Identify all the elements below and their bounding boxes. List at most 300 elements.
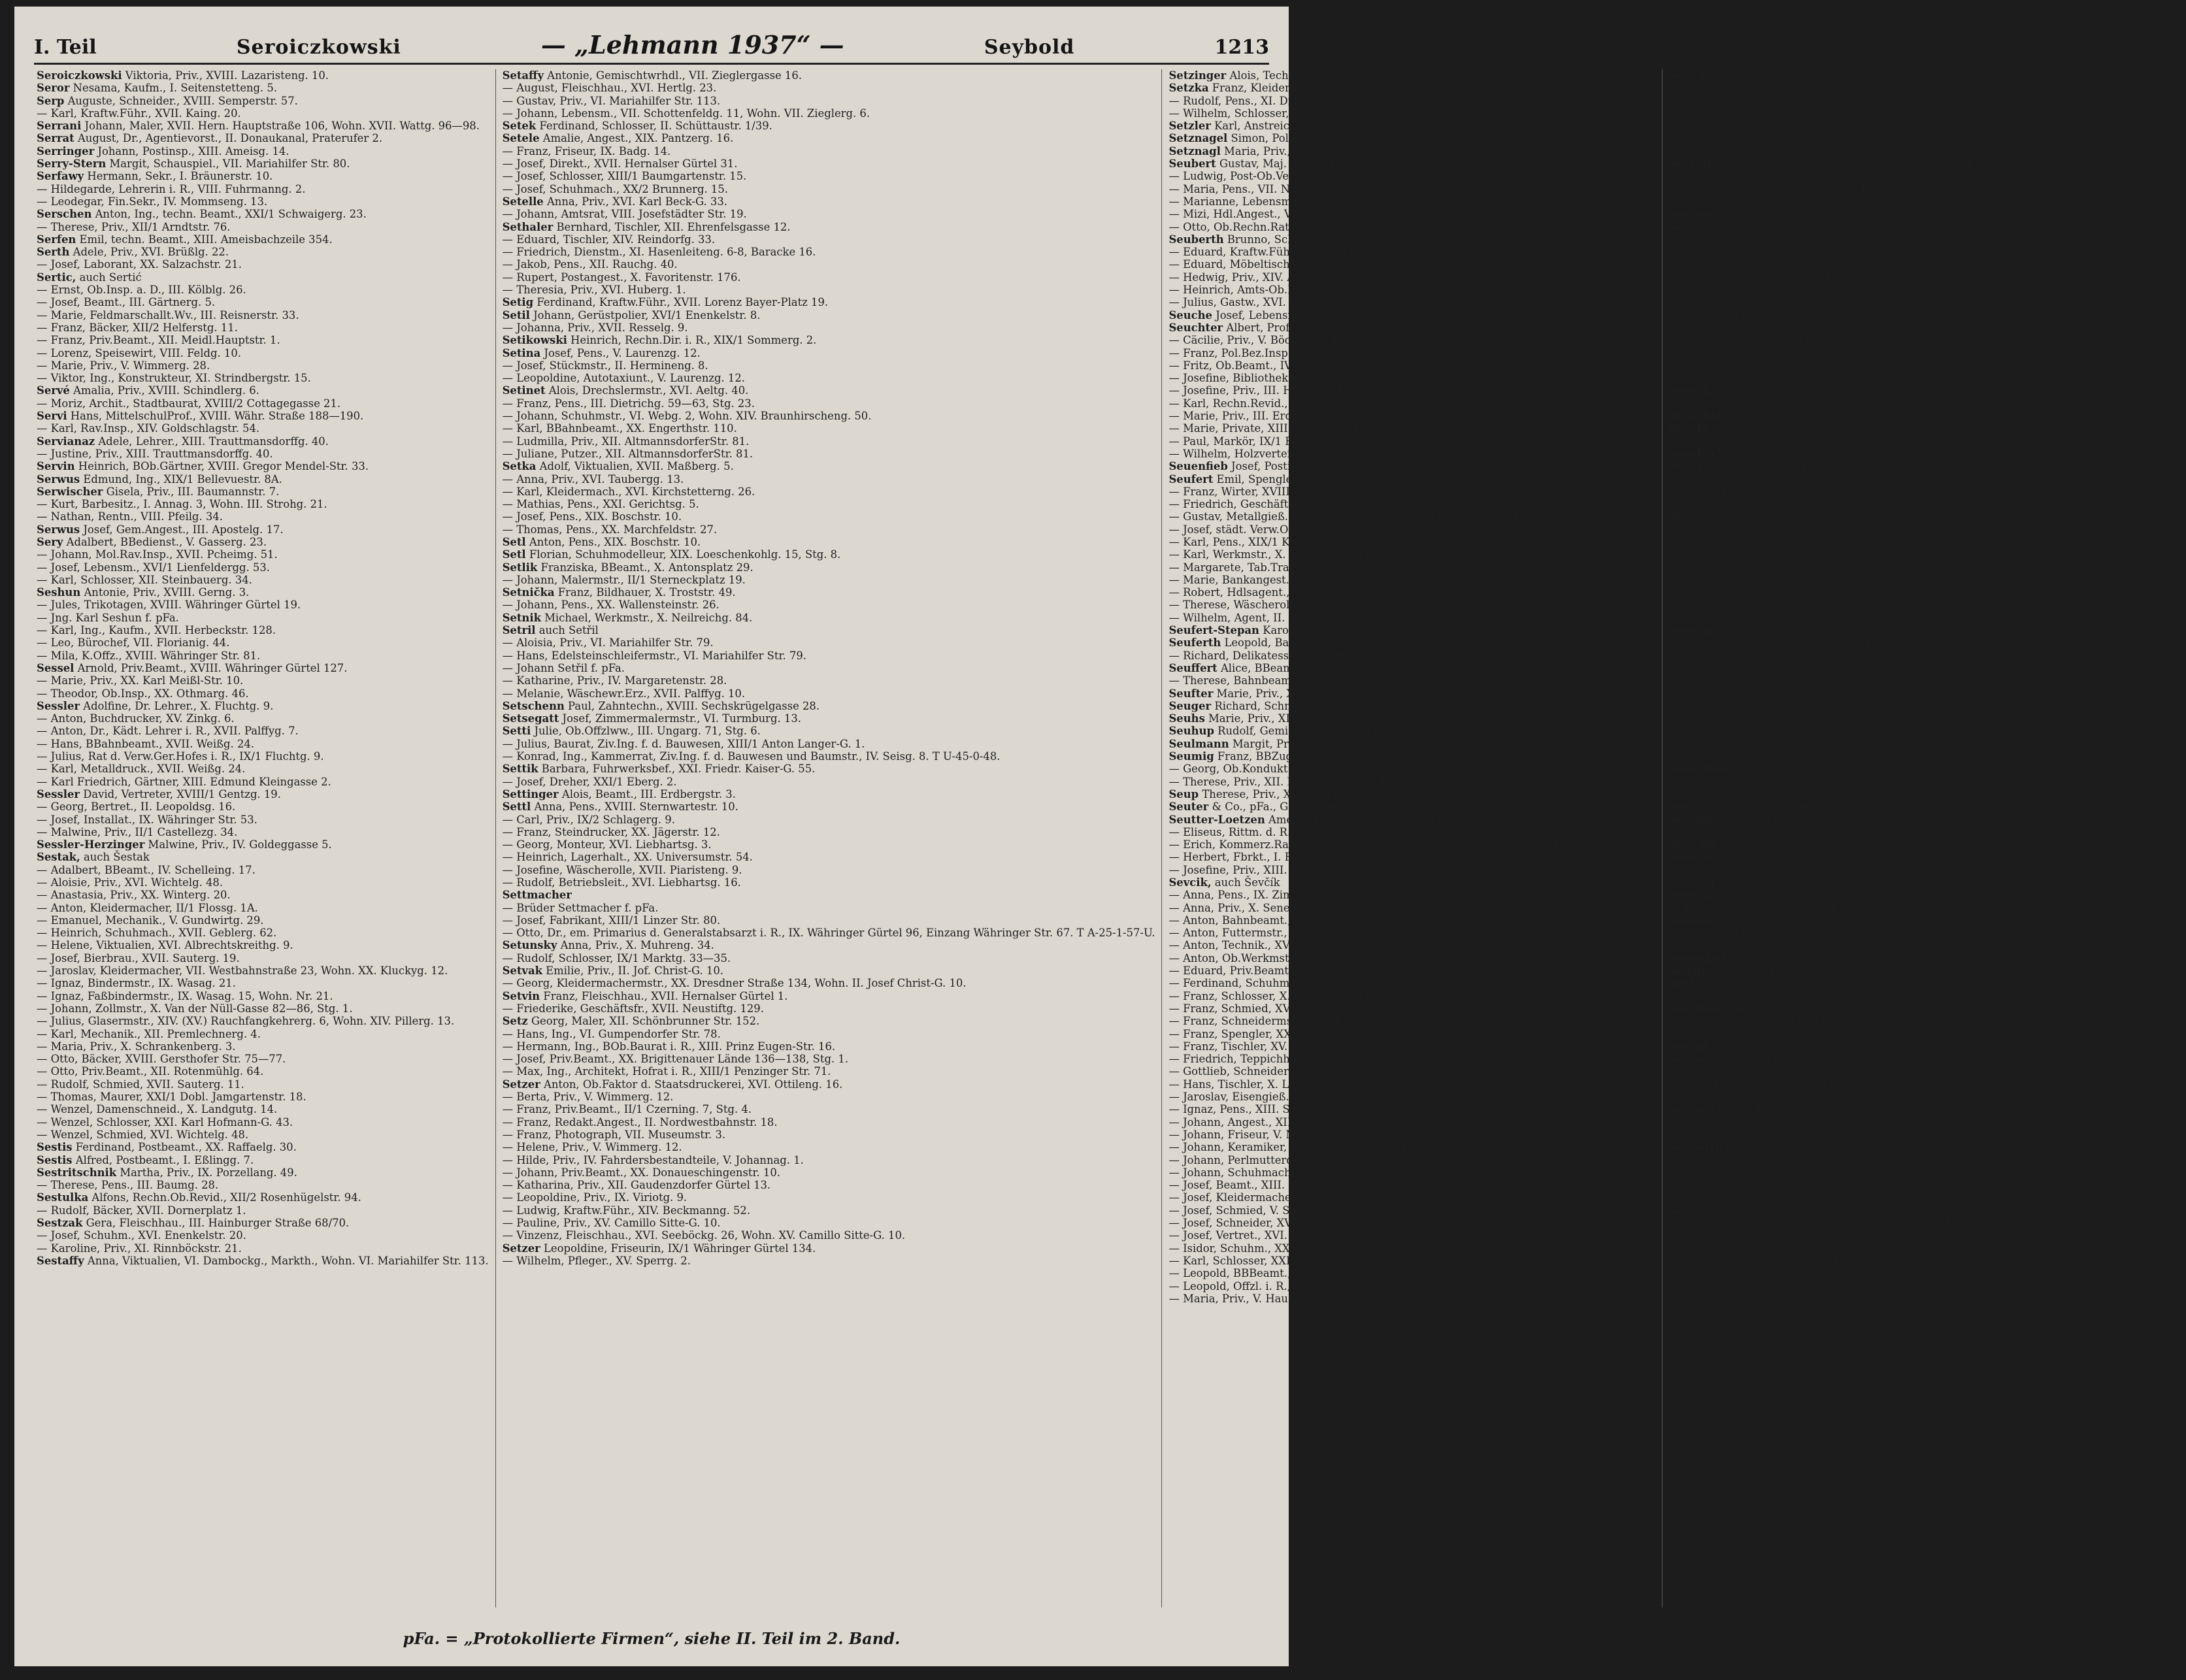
entry-details: — Katharina, Priv., XII. Gaudenzdorfer Gürtel 13. [502,1179,771,1192]
entry-details: — Otto, Bäcker, XVIII. Gersthofer Str. 75—77. [37,1053,286,1066]
directory-entry [1669,120,2179,132]
entry-details: — August, Tapezier., XXI. Stadtrandsiedlg. 43, a. d. Breitenleer Str. [1669,535,2035,548]
entry-details: — Josef, Schneider, XVI. Wichtelg. 69. [1168,1217,1376,1230]
directory-entry [1168,486,1655,498]
directory-entry [37,687,489,700]
entry-details: — Otto, Dr., Chemik., III. Am Heumarkt 17. [1669,1078,1905,1091]
entry-details: — Josef, Schuhmmstr., XIX/1 Silberg. 30. [1669,687,1891,700]
entry-details: — Ludwig, Post-Ob.Verw., XIX/1 Paradisg. 22. [1168,170,1417,183]
entry-surname: Serp [37,94,65,107]
entry-surname: Sethaler [502,220,554,233]
entry-details: — Josefine, Kleidermach., XVIII/1 Weigig. 15. [1669,712,1915,725]
directory-entry [1168,788,1655,800]
directory-entry [1669,548,2179,561]
directory-entry [1669,561,2179,574]
entry-details: — Karl, Kraftw.Führ., XVII. Kaing. 20. [37,107,241,120]
entry-surname: Settinger [502,787,559,800]
directory-entry [503,725,1155,737]
directory-entry [1669,1242,2179,1255]
entry-surname: Seybal [1669,1040,1709,1053]
entry-details: — Egid, städt. Kanzl.Beamt., XXI/1 Jedleseer Str. 11. [1669,1217,1955,1230]
entry-details: — Heinrich, Amts-Ob.Revid., VIII. Lerchenfelder Str. 78—80. [1168,284,1500,297]
directory-entry [1669,498,2179,510]
directory-entry [37,1141,489,1153]
entry-details: Ferdinand, Postbeamt., XX. Raffaelg. 30. [72,1141,297,1154]
directory-entry [1168,1267,1655,1279]
entry-surname: Sevecek, [1669,220,1721,233]
directory-entry [1168,1242,1655,1255]
directory-entry [37,1179,489,1191]
entry-details: — Karl, Pens., XIX/1 Krottenbachstr. 68. [1168,535,1387,548]
entry-details: — Hildegarde, Lehrerin i. R., VIII. Fuhrmanng. 2. [37,182,306,195]
entry-details: — Anna, Priv., XVI. Habelg. 34. [1669,170,1838,183]
directory-entry [503,1179,1155,1191]
directory-entry [503,1191,1155,1204]
entry-surname: Seroiczkowski [37,69,122,82]
directory-entry [1669,1065,2179,1078]
entry-details: — Franz, Schneider, XIV. Illekg. 5. [1669,284,1855,297]
directory-entry [503,208,1155,220]
entry-details: — Heinrich, Lagerhalt., XX. Universumstr. 54. [502,851,753,864]
directory-entry [503,1242,1155,1255]
directory-entry [503,851,1155,863]
entry-details: Arnold, Priv.Beamt., XVIII. Währinger Gürtel 127. [74,661,348,674]
entry-details: — Georg, Kleidermachermstr., XX. Dresdner Straße 134, Wohn. II. Josef Christ-G. 10. [502,977,967,990]
entry-details: — Josef, Schuhmach., XX/2 Brunnerg. 15. [502,182,728,195]
directory-entry [1669,145,2179,157]
directory-entry [1669,612,2179,624]
entry-details: — Anton, Werkmstr., V. Storkg. 7. [1669,523,1851,536]
directory-entry [37,460,489,472]
directory-entry [503,1053,1155,1065]
entry-details: Josef, Lebensm., III. Schlachthausg. 10. [1212,308,1431,321]
entry-surname: Serry-Stern [37,157,107,171]
entry-details: — Franz, Grünwr., XVI. Hasnerstr. 45. [1669,182,1876,195]
page-number: 1213 [1214,36,1269,59]
directory-entry [503,1065,1155,1078]
entry-surname: Sestritschnik [37,1166,117,1179]
directory-entry [1168,246,1655,258]
entry-details: — Franz, Schneidermstr., XIV. Ullmannstr. 24. [1669,561,1919,574]
entry-details: — Julius, Rat d. Verw.Ger.Hofes i. R., IX/1 Fluchtg. 9. [37,750,324,763]
directory-entry [37,763,489,775]
entry-surname: Setschenn [502,699,565,712]
entry-details: — Max, Ing., Architekt, Hofrat i. R., XIII/1 Penzinger Str. 71. [502,1065,831,1078]
entry-details: Heinrich, BOb.Gärtner, XVIII. Gregor Mendel-Str. 33. [75,460,369,473]
directory-entry [1669,636,2179,649]
entry-details: — Wenzel, Damenschneid., X. Landgutg. 14. [37,1103,278,1116]
entry-surname: Settmacher [502,889,572,902]
directory-entry [1168,107,1655,120]
directory-entry [1168,410,1655,422]
directory-entry [37,95,489,107]
entry-details: Franz, Schneidermstr., XIX. Schegargasse 8. [1717,384,1964,397]
directory-entry [1669,372,2179,384]
directory-entry [1669,536,2179,548]
entry-surname: Servianaz [37,435,95,448]
directory-entry [1168,384,1655,397]
entry-details: — Marie, Priv., XX. Karl Meißl-Str. 10. [37,674,244,687]
directory-entry [37,296,489,308]
directory-entry [1669,763,2179,775]
entry-surname: Setnik [502,611,541,624]
directory-entry [37,523,489,536]
entry-surname: Setlik [502,561,538,574]
entry-details: — Josef, Lebensm., XVI/1 Lienfeldergg. 53. [37,561,271,574]
directory-entry [503,1091,1155,1103]
entry-details: Ludwig, Priv.Beamt., X. Rieplstr. 8. [1694,977,1887,990]
directory-entry [37,157,489,170]
entry-details: — Wenzel, Maurer, XVI. Landstr. 12. [1669,611,1867,624]
directory-entry [37,309,489,321]
entry-details: — Otto, Priv.Beamt., XII. Rotenmühlg. 64. [37,1065,264,1078]
entry-details: Marie, Priv., XII. Hetzendorfer Str. 106. [1204,712,1424,725]
directory-entry [37,183,489,195]
entry-details: — Josef, Goldarb., V. Wiedn. Hauptstr. 97. [1669,1115,1896,1128]
directory-entry [1168,1204,1655,1217]
directory-entry [37,397,489,410]
entry-surname: Serwus [37,523,80,536]
entry-details: Johann, Maler, XVII. Hern. Hauptstraße 106, Wohn. XVII. Wattg. 96—98. [81,120,480,133]
directory-entry [1168,435,1655,448]
directory-entry [37,334,489,346]
entry-surname: Severa [1669,510,1710,523]
entry-surname: Setil [502,308,530,321]
directory-entry [1168,132,1655,144]
directory-entry [1669,964,2179,977]
entry-details: — Olga, Beamt., XVII. Pezzlg. 8. [1669,787,1844,800]
entry-surname: Seup [1168,787,1199,800]
directory-entry [37,738,489,750]
directory-entry [37,221,489,233]
entry-details: — Marie, Priv., XVII. Beronikag. 4. [1669,750,1857,763]
entry-surname: Sevečkel [1669,410,1722,423]
entry-details: Edmund, Ing., XIX/1 Bellevuestr. 8A. [80,472,282,486]
entry-details: — Johann, Schuhmstr., VI. Webg. 2, Wohn. XIV. Braunhirscheng. 50. [502,410,872,423]
directory-entry [37,599,489,611]
entry-surname: Seuhup [1168,725,1214,738]
entry-details: — Franz, Schmied, XVII. Hirschstettner Str. 11. [1168,1002,1428,1015]
entry-surname: Setzer [502,1242,540,1255]
directory-entry [1168,674,1655,687]
entry-details: Anna, Viktualien, VI. Dambockg., Markth., Wohn. VI. Mariahilfer Str. 113. [84,1254,489,1267]
directory-entry [37,650,489,662]
entry-details: — Franz, Straßb.Bedienst., III. Dietrichg. 36. [1669,573,1915,586]
directory-entry [37,814,489,826]
directory-entry [37,498,489,510]
directory-entry [1669,1179,2179,1191]
entry-details: — Anton, Technik., XVI. Herbststr. 34. [1168,939,1376,952]
directory-entry [37,674,489,687]
directory-entry [1168,309,1655,321]
directory-entry [503,309,1155,321]
entry-details: — Franz, Wirter, XVIII. Feuersteinweg 10. [1168,485,1398,498]
entry-surname: Seuberth [1168,233,1224,246]
entry-surname: Setele [502,132,540,145]
entry-surname: Setek [502,120,537,133]
directory-entry [37,1204,489,1217]
entry-details: Brunno, Schauspiel., XIV. Arnsteingasse 16A. [1223,233,1473,246]
entry-details: — Therese, Bahnbeamt.Wv., II. Ob. Donaustraße 13. [1168,674,1453,687]
entry-details: — Leopold, Offzl. i. R., X. Buchengg. 9. [1168,1279,1380,1293]
directory-entry [1168,838,1655,851]
entry-details: auch Ševeček [1721,220,1800,233]
directory-entry [37,246,489,258]
entry-surname: Setzler [1168,120,1211,133]
directory-entry [37,952,489,964]
entry-surname: Seyberth [1669,1141,1723,1154]
entry-details: — Heinrich, Schuhmmstr., III. Dietrichg. 36. [1669,586,1910,599]
entry-details: Anton, Pens., XIX. Boschstr. 10. [525,535,701,548]
entry-details: — Hedwig, Priv., XIV. Arnsteing. 16A. [1168,271,1372,284]
entry-details: — Josef, Technik., XXI. Rußbergstr. 70. [1669,699,1880,712]
directory-entry [1669,1217,2179,1229]
directory-entry [37,876,489,889]
entry-details: Alfons, Rechn.Ob.Revid., XII/2 Rosenhügelstr. 94. [88,1191,361,1204]
directory-entry [37,372,489,384]
directory-entry [1168,1040,1655,1053]
entry-details: — August, Fleischhau., XVI. Hertlg. 23. [502,82,717,95]
entry-details: Therese, Priv., XVIII/1 Theresieng. 15. [1199,787,1410,800]
directory-entry [37,1065,489,1078]
entry-details: auch Šestak [80,851,150,864]
entry-details: — Anton, Futtermstr., XI. 5. Landeng. 35. [1168,927,1395,940]
directory-entry [1168,170,1655,182]
directory-entry [503,384,1155,397]
entry-details: Marie, Blumenhdlg., XIV. Sechshauser Straße 1, Wohn. XX. Vorgartenstr. 74. [1708,69,2128,82]
directory-entry [503,700,1155,712]
directory-entry [1168,776,1655,788]
entry-details: Franz, BBZugsführ., XII. Meidl. Hauptstr. 47. [1214,750,1463,763]
entry-details: — Josef, Stückmstr., II. Hermineng. 8. [502,359,708,372]
entry-details: — Friedrich, Teppichhdl., VII. Kaiserstr. 4. [1168,1053,1399,1066]
entry-details: Alfred, Postbeamt., I. Eßlingg. 7. [72,1153,254,1166]
entry-details: — Viktor, Schuhmmstr., XXI/1 Floridsdorfer Hauptstr. 46, Wohn. XXI. Schwemmädergasse 17. [1669,1254,2180,1267]
directory-entry [503,624,1155,636]
directory-entry [1669,725,2179,737]
entry-details: — Hermann, Schuhmach., IX. Wiefeng. 14. [1669,1015,1902,1028]
directory-entry [503,120,1155,132]
entry-details: Michael, Werkmstr., X. Neilreichg. 84. [540,611,753,624]
directory-entry [503,763,1155,775]
entry-details: — Franz, Schneidermstr., XXI/1 Krang. 55. [1168,1015,1401,1028]
entry-surname: Setikowski [502,334,567,347]
entry-details: Anna, Priv., III. Fasang. 39. [1714,624,1866,637]
directory-entry [1669,473,2179,486]
entry-details: — Franz, Photograph, VII. Museumstr. 3. [502,1128,726,1141]
entry-details: — Johann, Zollmstr., X. Van der Nüll-Gasse 82—86, Stg. 1. [37,1002,353,1015]
entry-details: — Johann, Pens., XX. Wallensteinstr. 26. [502,599,720,612]
directory-entry [37,725,489,737]
entry-details: — Franz, Pens., III. Dietrichg. 59—63, Stg. 23. [502,397,755,410]
directory-entry [503,170,1155,182]
directory-entry [1669,939,2179,951]
directory-entry [1168,1065,1655,1078]
directory-entry [1168,927,1655,939]
directory-entry [1168,460,1655,472]
directory-entry [1168,347,1655,359]
entry-details: — Julius, Glasermstr., XIV. (XV.) Rauchfangkehrerg. 6, Wohn. XIV. Pillerg. 13. [37,1015,455,1028]
directory-entry [1168,448,1655,460]
directory-entry [37,990,489,1002]
directory-entry [37,662,489,674]
directory-entry [503,1116,1155,1128]
entry-details: Hans, MittelschulProf., XVIII. Währ. Straße 188—190. [67,410,364,423]
directory-entry [1168,183,1655,195]
directory-entry [37,927,489,939]
entry-details: — Anna, Montiererin, X. Dampfg. 23. [1669,246,1872,259]
entry-details: — Hans, Tischler, X. Leibnizg. 50. [1168,1078,1353,1091]
entry-surname: Settik [502,763,538,776]
entry-details: auch Sertić [76,271,142,284]
entry-surname: Setelle [502,195,544,208]
directory-entry [503,952,1155,964]
entry-details: — Karoline, Priv., XI. Rinnböckstr. 21. [37,1242,242,1255]
directory-entry [37,1116,489,1128]
entry-details: Franz, Kleidermacher, XIV. (XV.) Henriettenplatz 5. [1208,82,1489,95]
entry-surname: Setti [502,725,531,738]
column-2 [496,69,1163,1607]
entry-details: — Friedrich, Geschäftsleiter, XIV. Koffg. 2. [1168,498,1399,511]
directory-entry [1168,1053,1655,1065]
entry-details: — Rosa, Priv., II. Taborstr. 27. [1669,939,1832,952]
entry-details: Rudolf, Gemischtwrhdlg., XIV. Ullmannstr. 63. [1214,725,1468,738]
entry-details: Amélie, Fa.Gesellsch., Freiung 6. [1265,813,1448,826]
entry-surname: Sewelda [1669,851,1719,864]
directory-entry [503,448,1155,460]
entry-details: — Theodor, Ob.Insp., XX. Othmarg. 46. [37,687,249,700]
entry-details: — Vinzenz, Fleischhau., XVI. Seeböckg. 26, Wohn. XV. Camillo Sitte-G. 10. [502,1229,906,1242]
entry-details: — Wilhelm, Pfleger., XV. Sperrg. 2. [502,1254,691,1267]
entry-details: — Franz, Priv.Beamt., II/1 Czerning. 7, Stg. 4. [502,1103,752,1116]
entry-details: Heinrich, Oberteilherricht., XI. Döblerhoffstr. 20. [1712,914,1983,927]
directory-entry [1669,359,2179,372]
entry-details: — Eduard, Möbeltischler, XIV. Grimmg. 39. [1168,258,1403,271]
entry-details: — Marie, Priv., V. Wimmerg. 28. [37,359,210,372]
entry-surname: Sertic, [37,271,76,284]
directory-entry [1669,384,2179,397]
directory-entry [37,473,489,486]
entry-details: — Karl, Drechsler, XII/1 Steinhageg. 3. [1669,1128,1881,1141]
entry-details: — Anna, Priv., XVI. Taubergg. 13. [502,472,684,486]
directory-entry [1168,1217,1655,1229]
entry-details: — Pauline, Priv., XV. Camillo Sitte-G. 10. [502,1217,721,1230]
entry-details: Jakob, Kleidermachermstr., II/1 Volkertplatz 5. [1715,447,1972,460]
directory-entry [503,800,1155,813]
entry-details: — Helene, Viktualien, XVI. Albrechtskreithg. 9. [37,939,293,952]
entry-details: Margit, Schauspiel., VII. Mariahilfer Str. 80. [106,157,350,171]
entry-surname: Setina [502,346,541,359]
entry-details: Maria, Priv., XIV. Sturzg. 16. [1220,144,1379,157]
entry-surname: Sestaffy [37,1254,84,1267]
directory-entry [1168,952,1655,964]
entry-surname: Servin [37,460,75,473]
directory-entry [503,586,1155,599]
entry-details: — Berta, Priv., V. Wimmerg. 12. [502,1091,674,1104]
entry-details: — Carl, Priv., IX/2 Schlagerg. 9. [502,813,675,826]
entry-surname: Seweler [1669,876,1717,889]
directory-entry [503,1229,1155,1242]
entry-surname: Sestis [37,1141,73,1154]
entry-details: Simon, Pol.Rav.Insp., XVIII/1 Vinzenzg. 8. [1227,132,1457,145]
entry-details: — Therese, Priv., XII/1 Arndtstr. 76. [37,220,231,233]
directory-entry [1669,1191,2179,1204]
directory-entry [1168,1015,1655,1027]
directory-entry [1669,1040,2179,1053]
directory-entry [503,536,1155,548]
directory-entry [503,977,1155,989]
entry-details: — Therese, Priv., XII. Meidl. Hauptstr. 47. [1168,775,1397,788]
directory-entry [1168,1166,1655,1179]
entry-details: — Robert, Pferdefleischhau., XVI. Fröbelg. 46. [1669,120,1922,133]
entry-details: — Johann, Schneider, XVII. Haslingerg. 74. [1669,308,1904,321]
entry-surname: Seutter-Loetzen [1168,813,1265,826]
directory-entry [1669,574,2179,586]
page-header [34,30,1269,65]
entry-details: Ferdinand, Schlosser, II. Schüttaustr. 1/39. [536,120,772,133]
entry-details: — Hermann, Ing., BOb.Baurat i. R., XIII. Prinz Eugen-Str. 16. [502,1040,836,1053]
entry-surname: Setvin [502,989,540,1002]
directory-entry [503,486,1155,498]
directory-entry [37,1028,489,1040]
entry-surname: Serschen [37,208,92,221]
entry-details: — Rudolf, Mechanik., X. Dampfg. 23. [1669,372,1870,385]
entry-details: Emilie, Priv., II. Jof. Christ-G. 10. [542,964,723,978]
entry-details: — Johann, Mol.Rav.Insp., XVII. Pcheimg. 51. [37,548,278,561]
entry-surname: Seubert [1168,157,1216,171]
entry-details: Amalia, Priv., XVIII. Schindlerg. 6. [69,384,259,397]
entry-surname: Seuchter [1168,321,1223,334]
entry-details: — Vera, Priv., IV. Karolineng. 28. [1669,1191,1846,1204]
directory-entry [37,271,489,284]
directory-entry [1669,889,2179,901]
directory-entry [503,674,1155,687]
directory-entry [1669,410,2179,422]
entry-details: — Therese, Pens., III. Baumg. 28. [37,1179,219,1192]
entry-details: Franz, Drechsler, V. Wiedn. Hauptstraße 97. [1715,1103,1959,1116]
directory-entry [503,347,1155,359]
entry-details: Ferdinand, Kraftw.Führ., XVII. Lorenz Bayer-Platz 19. [533,296,829,309]
entry-details: — Helene, Priv., V. Wimmerg. 12. [502,1141,682,1154]
directory-entry [1168,1229,1655,1242]
entry-details: — Mathias, Pens., XXI. Gerichtsg. 5. [502,498,699,511]
entry-details: — Rella, Pens., IX/2 Zimmermanng. 9. [1669,107,1876,120]
directory-entry [503,1128,1155,1141]
entry-details: — Josef, Schuhm., XVI. Enenkelstr. 20. [37,1229,246,1242]
entry-details: — Franz, Schlosser, X. Van der Nüll-G. 64. [1168,989,1398,1002]
entry-surname: Sestis [37,1153,73,1166]
directory-entry [503,914,1155,927]
entry-surname: Setzinger [1168,69,1227,82]
entry-details: — Georg, Bertret., II. Leopoldsg. 16. [37,800,236,814]
directory-entry [503,82,1155,94]
directory-entry [503,157,1155,170]
directory-entry [1669,221,2179,233]
entry-details: Nesama, Kaufm., I. Seitenstetteng. 5. [69,82,278,95]
entry-surname: Setznagl [1168,144,1221,157]
directory-entry [503,939,1155,951]
directory-entry [1168,1293,1655,1305]
entry-details: — Leopold, BBBeamt., IX. Friedr. Knauer-G. 4. [1168,1267,1421,1280]
directory-entry [1669,1154,2179,1166]
entry-details: Franz, Fleischhau., XVII. Hernalser Gürtel 1. [540,989,788,1002]
entry-details: — Franz, Fleischhauermstr., XIII/1 Hütteldorfer Straße 217. [1669,548,1996,561]
directory-entry [1669,397,2179,410]
entry-details: — Ignaz, Pens., XIII. Spiegelgrundstr. 21. [1168,1103,1394,1116]
entry-details: — Rupert, Postangest., X. Favoritenstr. 176. [502,271,741,284]
column-1 [30,69,496,1607]
entry-details: Anna, Priv., XVI. Karl Beck-G. 33. [543,195,727,208]
